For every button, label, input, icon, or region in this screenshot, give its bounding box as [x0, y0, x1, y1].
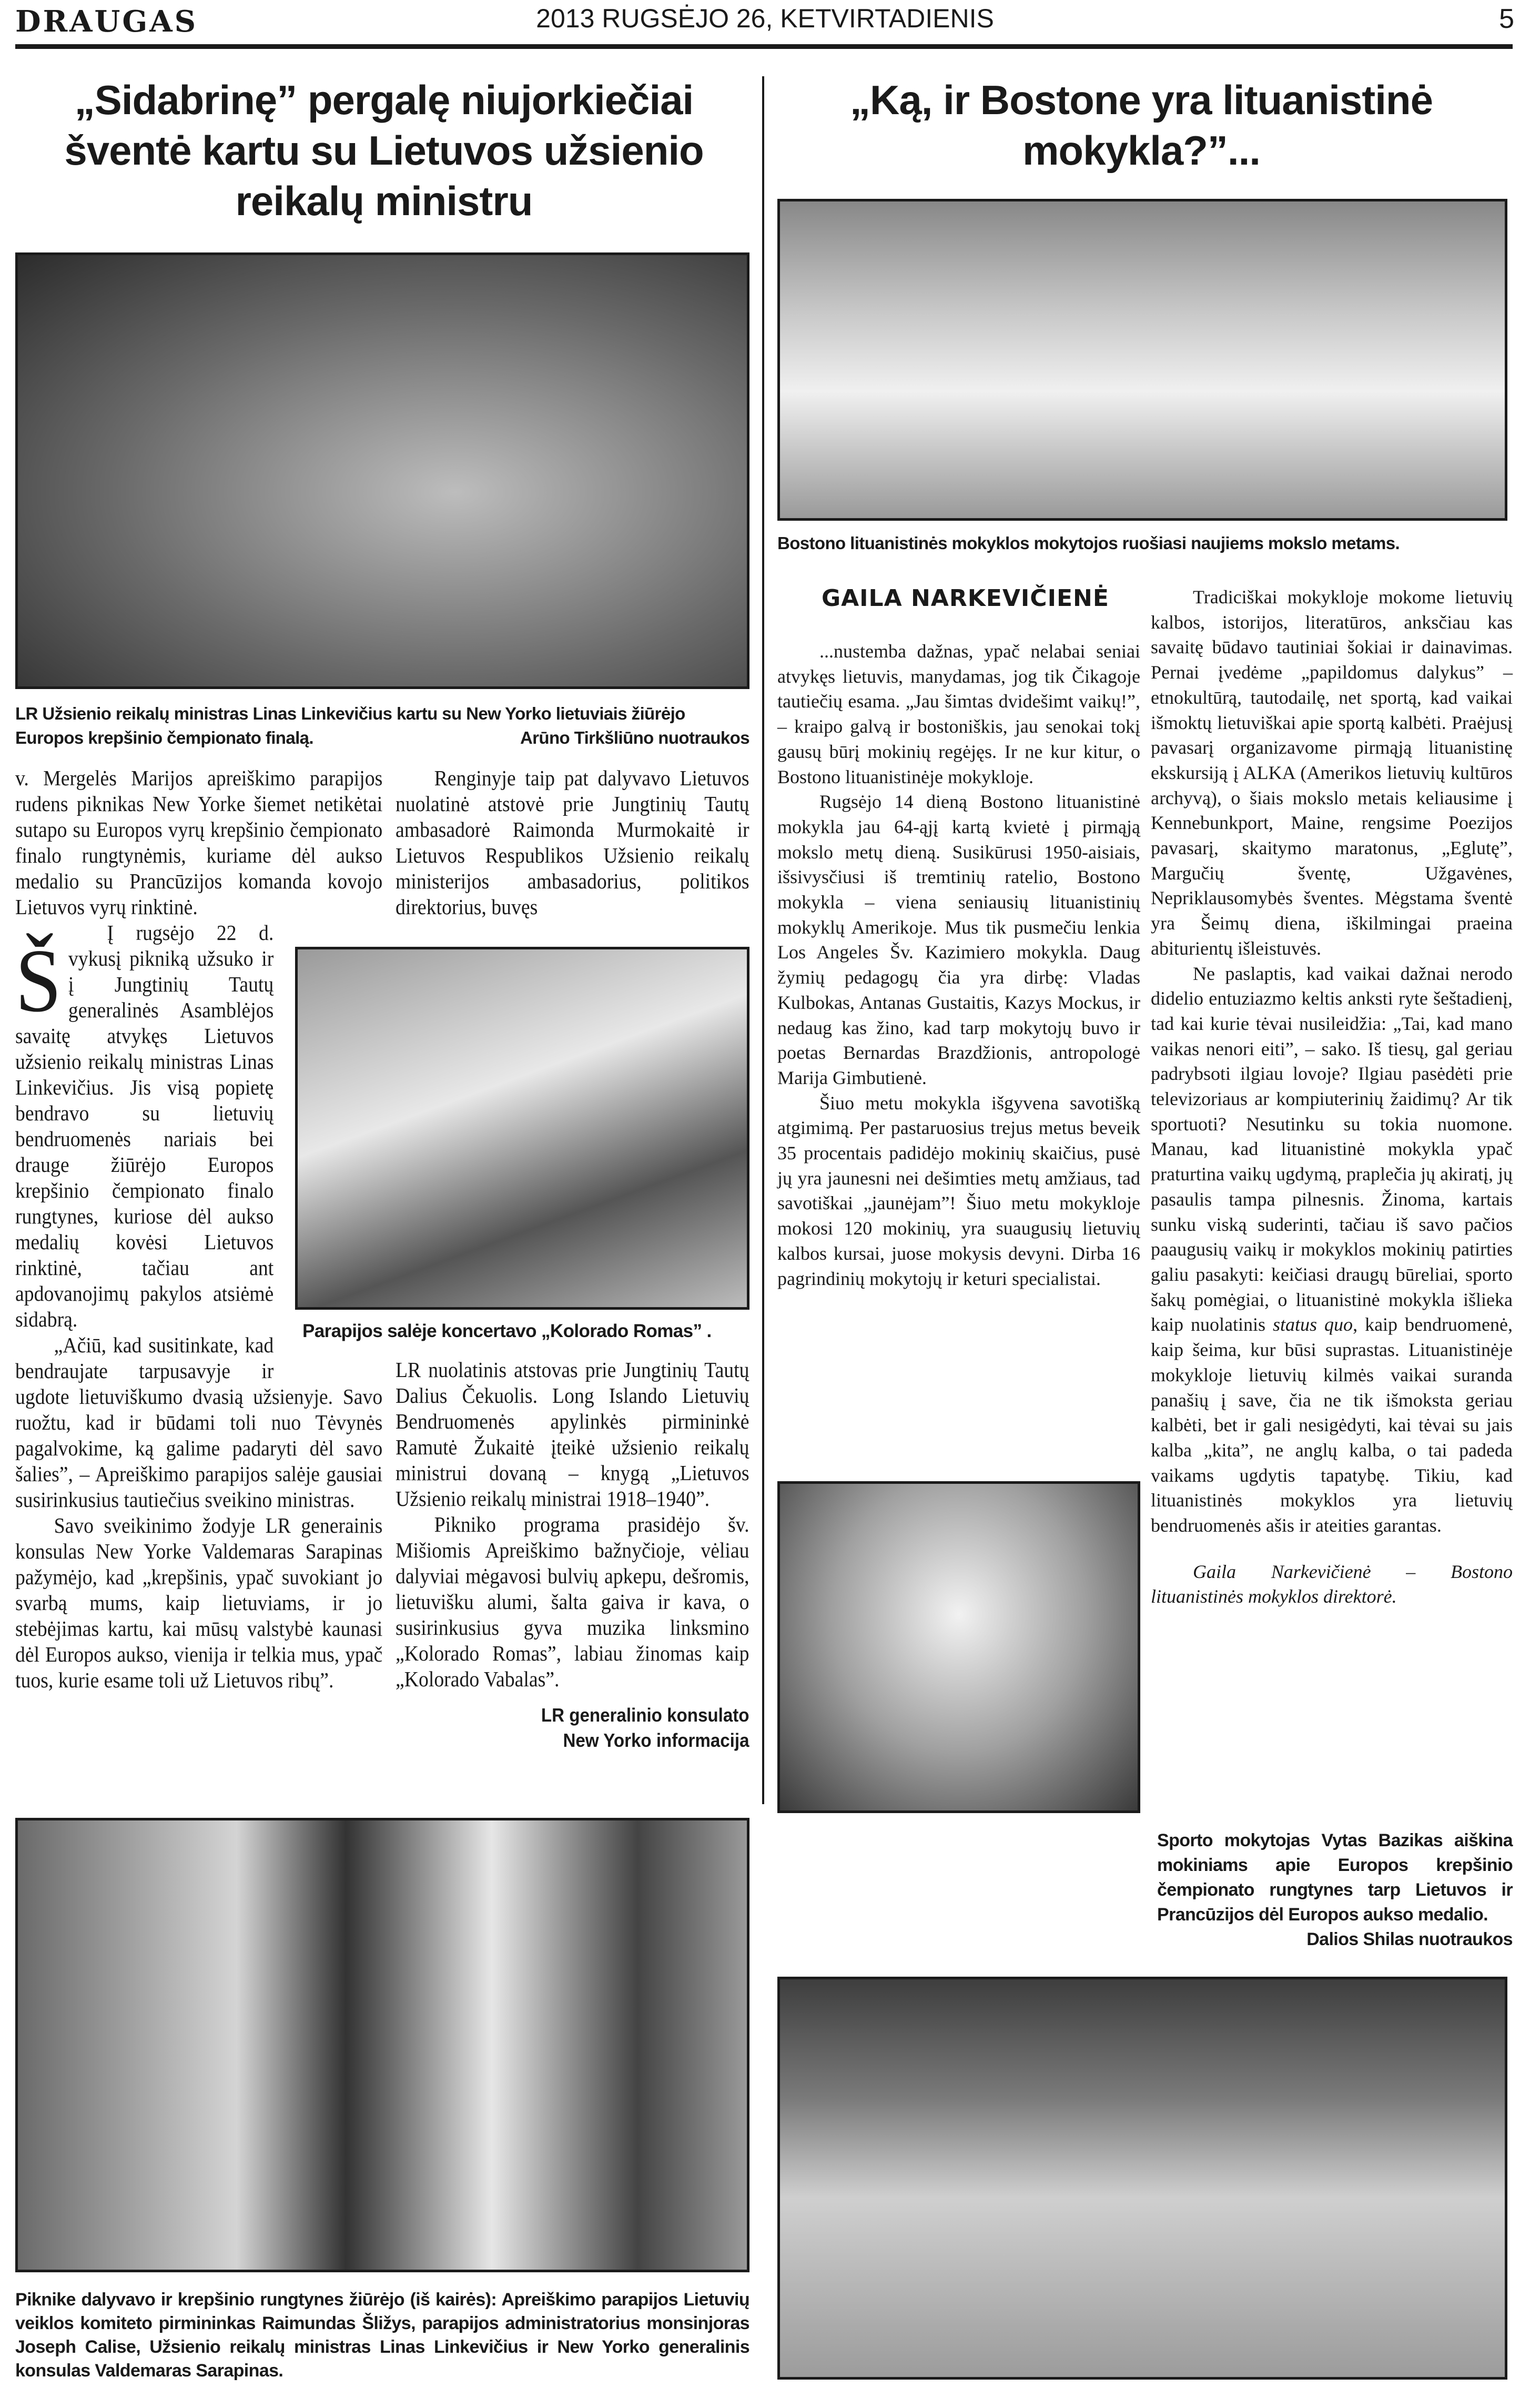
- author-byline: GAILA NARKEVIČIENĖ: [822, 585, 1109, 612]
- caption-text: Sporto mokytojas Vytas Bazikas aiškina mokiniams apie Europos krepšinio čempionato rungtynes tarp Lietuvos ir Prancūzijos dėl Europos aukso medalio.: [1157, 1830, 1513, 1925]
- source-line: New Yorko informacija: [563, 1729, 749, 1751]
- left-article-col2-bottom: [396, 1357, 749, 1753]
- paragraph: LR nuolatinis atstovas prie Jungtinių Tautų Dalius Čekuolis. Long Islando Lietuvių Bendruomenės apylinkės pirmininkė Ramutė Žukaitė įteikė užsienio reikalų ministrui dovaną – knygą „Lietuvos Užsienio reikalų ministrai 1918–1940”.: [396, 1358, 749, 1511]
- photo-caption: Bostono lituanistinės mokyklos mokytojos ruošiasi naujiems mokslo metams.: [777, 533, 1400, 553]
- column-divider: [762, 76, 764, 1804]
- photo-caption: Piknike dalyvavo ir krepšinio rungtynes žiūrėjo (iš kairės): Apreiškimo parapijos Lietuvių veiklos komiteto pirmininkas Raimundas Šližys, parapijos administratorius monsinjoras Joseph Calise, Užsienio reikalų ministras Linas Linkevičius ir New Yorko generalinis konsulas Valdemaras Sarapinas.: [15, 2290, 749, 2381]
- paragraph: Į rugsėjo 22 d. vykusį pikniką užsuko ir į Jungtinių Tautų generalinės Asamblėjos savaitę atvykęs Lietuvos užsienio reikalų ministras Linas Linkevičius. Jis visą popietę bendravo su lietuvių bendruomenės nariais bei drauge žiūrėjo Europos krepšinio čempionato finalo rungtynes, kuriose dėl aukso medalių kovėsi Lietuvos rinktinė, tačiau ant apdovanojimų pakylos atsiėmė sidabrą.: [15, 920, 274, 1331]
- page-number: 5: [1499, 4, 1514, 34]
- right-headline: „Ką, ir Bostone yra lituanistinė mokykla?”...: [850, 77, 1433, 174]
- drop-cap: Š: [15, 931, 62, 1031]
- text-run: Ne paslaptis, kad vaikai dažnai nerodo didelio entuziazmo keltis anksti ryte šeštadienį, tad kai kurie tėvai nusileidžia: „Tai, kad mano vaikas nenori eiti”, – sako. Iš tiesų, gal geriau padrybsoti ilgiau lovoje? Ilgiau pasėdėti prie televizoriaus ar kompiuterinių žaidimų? Ar tik sportuoti? Nesutinku su tokia nuomone. Manau, kad lituanistinė mokykla ypač praturtina vaikų ugdymą, praplečia jų akiratį, jų pasaulis tampa pilnesnis. Žinoma, kartais sunku viską suderinti, tačiau iš savo pačios paaugusių vaikų ir mokyklos mokinių patirties galiu pasakyti: keičiasi draugų būreliai, sporto šakų pomėgiai, o lituanistinė mokykla išlieka kaip nuolatinis: [1151, 963, 1513, 1335]
- left-headline: „Sidabrinę” pergalę niujorkiečiai šventė kartu su Lietuvos užsienio reikalų ministru: [64, 77, 704, 224]
- paragraph: Tradiciškai mokykloje mokome lietuvių kalbos, istorijos, literatūros, anksčiau kas savaitę būdavo tautiniai šokiai ir dainavimas. Pernai įvedėme „papildomus dalykus” – etnokultūrą, tautodailę, net sportą, kad vaikai išmoktų lietuviškai apie sportą kalbėti. Praėjusį pavasarį organizavome pirmąją lituanistinę ekskursiją į ALKA (Amerikos lietuvių kultūros archyvą), o šiais mokslo metais keliausime į Kennebunkport, Maine, rengsime Poezijos pavasarį, skaitymo maratonus, „Eglutę”, Margučių šventę, Užgavėnes, Nepriklausomybės šventes. Mėgstama šventė yra Šeimų diena, iškilmingai praeina abiturientų išleistuvės.: [1151, 586, 1513, 959]
- photo-caption-block: [15, 702, 749, 750]
- paragraph: Savo sveikinimo žodyje LR generainis konsulas New Yorke Valdemaras Sarapinas pažymėjo, kad „krepšinis, ypač suvokiant jo svarbą mums, kaip lietuviams, ir jo stebėjimas kartu, kai mūsų valstybė kaunasi dėl Europos aukso, vienija ir telkia mus, ypač tuos, kurie esame toli už Lietuvos ribų”.: [15, 1513, 383, 1692]
- photo-credit: Arūno Tirkšliūno nuotraukos: [520, 728, 749, 747]
- photo-credit: Dalios Shilas nuotraukos: [1306, 1929, 1513, 1949]
- left-article-col2-top: [396, 765, 749, 920]
- photo-picnic-crowd: [15, 252, 749, 689]
- right-article-col3: [777, 639, 1140, 1291]
- italic-text: status quo: [1273, 1314, 1353, 1335]
- header-rule: [15, 44, 1513, 49]
- author-note: Gaila Narkevičienė – Bostono lituanistinės mokyklos direktorė.: [1151, 1561, 1513, 1607]
- paragraph: Pikniko programa prasidėjo šv. Mišiomis Apreiškimo bažnyčioje, vėliau dalyviai mėgavosi bulvių apkepu, dešromis, lietuvišku alumi, šalta gaiva ir kava, o susirinkusius gyva muzika linksmino „Kolorado Romas”, labiau žinomas kaip „Kolorado Vabalas”.: [396, 1512, 749, 1691]
- paragraph: „Ačiū, kad susitinkate, kad bendraujate tarpusavyje ir ugdote lietuviškumo dvasią užsienyje. Savo ruožtu, kad ir būdami toli nuo Tėvynės pagalvokime, ką galime padaryti dėl savo šalies”, – Apreiškimo parapijos salėje gausiai susirinkusius tautiečius sveikino ministras.: [15, 1333, 383, 1512]
- photo-children-sitting: [777, 1977, 1507, 2380]
- photo-four-men: [15, 1818, 749, 2272]
- photo-guitarist: [295, 947, 749, 1310]
- paragraph: ...nustemba dažnas, ypač nelabai seniai atvykęs lietuvis, manydamas, jog tik Čikagoje tautiečių esama. „Jau šimtas dvidešimt vaikų!”, – kraipo galvą ir bostoniškis, jau senokai tokį gausų būrį mokinių regėjęs. Ir ne kur kitur, o Bostono lituanistinėje mokykloje.: [777, 641, 1140, 787]
- paragraph: Šiuo metu mokykla išgyvena savotišką atgimimą. Per pastaruosius trejus metus beveik 35 procentais padidėjo mokinių skaičius, pusė jų yra jaunesni nei dešimties metų amžiaus, tad savotiškai „jaunėjam”! Šiuo metu mokykloje mokosi 120 mokinių, yra suaugusių lietuvių kalbos kursai, juose mokysis devyni. Dirba 16 pagrindinių mokytojų ir keturi specialistai.: [777, 1092, 1140, 1289]
- article-source: [396, 1703, 749, 1753]
- photo-caption-block: [1157, 1828, 1513, 1952]
- photo-caption: Parapijos salėje koncertavo „Kolorado Romas” .: [302, 1321, 712, 1341]
- photo-teachers: [777, 199, 1507, 521]
- source-line: LR generalinio konsulato: [541, 1704, 749, 1726]
- photo-sports-teacher: [777, 1481, 1140, 1813]
- issue-date: 2013 RUGSĖJO 26, KETVIRTADIENIS: [536, 4, 994, 33]
- text-run: , kaip bendruomenė, kaip šeima, kur būsi suprastas. Lituanistinėje mokykloje lietuvių kilmės vaikai suranda panašių į save, čia ne tik išmoksta geriau kalbėti, bet ir gali nesigėdyti, kai tėvai su jais kalba „kita”, ne anglų kalba, o tai padeda vaikams ugdytis tapatybę. Tikiu, kad lituanistinės mokyklos yra lietuvių bendruomenės ašis ir ateities garantas.: [1151, 1314, 1513, 1536]
- paragraph: Renginyje taip pat dalyvavo Lietuvos nuolatinė atstovė prie Jungtinių Tautų ambasadorė Raimonda Murmokaitė ir Lietuvos Respublikos Užsienio reikalų ministerijos ambasadorius, politikos direktorius, buvęs: [396, 766, 749, 919]
- paragraph: Rugsėjo 14 dieną Bostono lituanistinė mokykla jau 64-ąjį kartą kvietė į pirmąją mokslo metų dieną. Susikūrusi 1950-aisiais, išsivysčiusi iš tremtinių ratelio, Bostono mokykla – viena seniausių lituanistinių mokyklų Amerikoje. Mus tik pusmečiu lenkia Los Angeles Šv. Kazimiero mokykla. Daug žymių pedagogų čia yra dirbę: Vladas Kulbokas, Antanas Gustaitis, Kazys Mockus, ir nedaug kas žino, kad tarp mokytojų buvo ir poetas Bernardas Brazdžionis, antropologė Marija Gimbutienė.: [777, 791, 1140, 1088]
- right-article-col4: [1151, 585, 1513, 1610]
- paragraph: v. Mergelės Marijos apreiškimo parapijos rudens piknikas New Yorke šiemet netikėtai sutapo su Europos vyrų krepšinio čempionato finalo rungtynėmis, kuriame dėl aukso medalio su Prancūzijos komanda kovojo Lietuvos vyrų rinktinė.: [15, 766, 383, 919]
- paragraph: [1151, 962, 1513, 1539]
- masthead-logo: DRAUGAS: [15, 4, 198, 39]
- caption-text: LR Užsienio reikalų ministras Linas Linkevičius kartu su New Yorko lietuviais žiūrėjo Europos krepšinio čempionato finalą.: [15, 704, 685, 747]
